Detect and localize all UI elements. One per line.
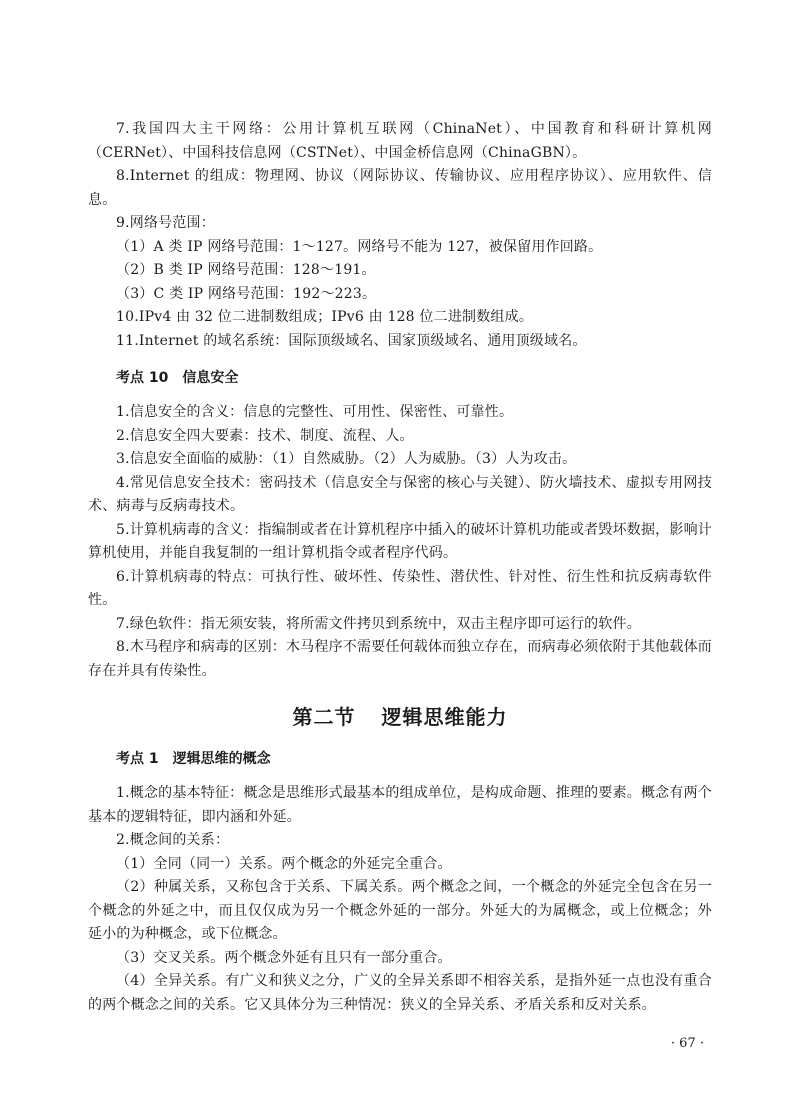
paragraph-security-7: 7.绿色软件：指无须安装，将所需文件拷贝到系统中，双击主程序即可运行的软件。 (116, 615, 641, 632)
section-title: 逻辑思维能力 (381, 705, 508, 729)
paragraph-security-3: 3.信息安全面临的威胁：（1）自然威胁。（2）人为威胁。（3）人为攻击。 (116, 451, 577, 467)
paragraph-item-8: 8.Internet 的组成：物理网、协议（网际协议、传输协议、应用程序协议）、应用软件、信息。 (88, 168, 712, 208)
paragraph-concept-2-2: （2）种属关系，又称包含于关系、下属关系。两个概念之间，一个概念的外延完全包含在另一个概念的外延之中，而且仅仅成为另一个概念外延的一部分。外延大的为属概念，或上位概念；外延小的为种概念，或下位概念。 (88, 879, 712, 942)
paragraph-item-10: 10.IPv4 由 32 位二进制数组成；IPv6 由 128 位二进制数组成。 (116, 309, 534, 325)
paragraph-security-4: 4.常见信息安全技术：密码技术（信息安全与保密的核心与关键）、防火墙技术、虚拟专用网技术、病毒与反病毒技术。 (88, 474, 712, 514)
page-number: · 67 · (670, 1036, 704, 1051)
paragraph-item-9-1: （1）A 类 IP 网络号范围：1～127。网络号不能为 127，被保留用作回路。 (116, 238, 603, 255)
paragraph-item-7: 7.我国四大主干网络：公用计算机互联网（ChinaNet）、中国教育和科研计算机网（CERNet）、中国科技信息网（CSTNet）、中国金桥信息网（ChinaGBN）。 (88, 121, 712, 161)
paragraph-security-8: 8.木马程序和病毒的区别：木马程序不需要任何载体而独立存在，而病毒必须依附于其他载体而存在并具有传染性。 (88, 639, 712, 679)
paragraph-concept-2-3: （3）交叉关系。两个概念外延有且只有一部分重合。 (116, 949, 452, 966)
kaodian-number: 考点 1 (116, 751, 159, 767)
paragraph-security-2: 2.信息安全四大要素：技术、制度、流程、人。 (116, 427, 414, 444)
paragraph-concept-1: 1.概念的基本特征：概念是思维形式最基本的组成单位，是构成命题、推理的要素。概念有两个基本的逻辑特征，即内涵和外延。 (88, 785, 712, 825)
paragraph-item-9-2: （2）B 类 IP 网络号范围：128～191。 (116, 262, 376, 278)
kaodian-title: 信息安全 (182, 370, 239, 386)
paragraph-concept-2: 2.概念间的关系： (116, 832, 230, 848)
paragraph-security-5: 5.计算机病毒的含义：指编制或者在计算机程序中插入的破坏计算机功能或者毁坏数据，影响计算机使用，并能自我复制的一组计算机指令或者程序代码。 (88, 521, 712, 561)
paragraph-item-11: 11.Internet 的域名系统：国际顶级域名、国家顶级域名、通用顶级域名。 (116, 332, 587, 349)
kaodian-heading-10 (88, 367, 712, 387)
section-number: 第二节 (292, 705, 356, 729)
section-heading (88, 701, 712, 730)
paragraph-item-9: 9.网络号范围： (116, 215, 215, 231)
paragraph-concept-2-4: （4）全异关系。有广义和狭义之分，广义的全异关系即不相容关系，是指外延一点也没有重合的两个概念之间的关系。它又具体分为三种情况：狭义的全异关系、矛盾关系和反对关系。 (88, 973, 712, 1013)
paragraph-concept-2-1: （1）全同（同一）关系。两个概念的外延完全重合。 (116, 855, 452, 872)
kaodian-title: 逻辑思维的概念 (172, 751, 271, 767)
kaodian-heading-1 (88, 748, 712, 768)
kaodian-number: 考点 10 (116, 370, 169, 386)
paragraph-item-9-3: （3）C 类 IP 网络号范围：192～223。 (116, 285, 377, 302)
paragraph-security-6: 6.计算机病毒的特点：可执行性、破坏性、传染性、潜伏性、针对性、衍生性和抗反病毒软件性。 (88, 568, 712, 608)
paragraph-security-1: 1.信息安全的含义：信息的完整性、可用性、保密性、可靠性。 (116, 404, 514, 420)
